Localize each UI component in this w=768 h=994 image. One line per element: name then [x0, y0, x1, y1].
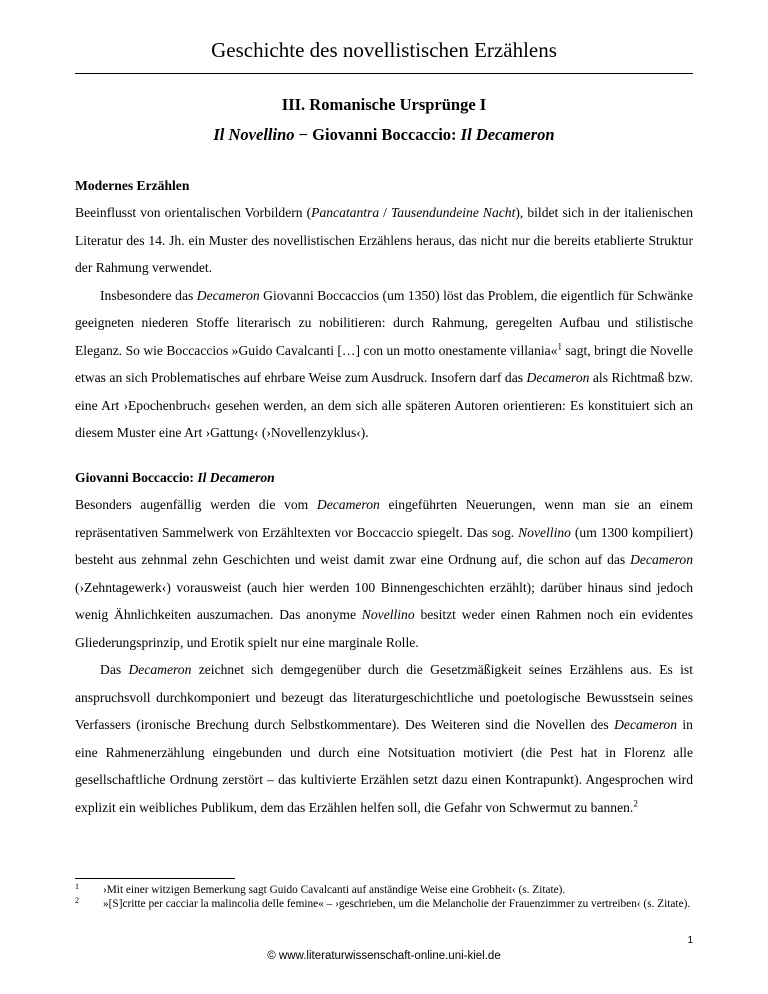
heading-italic: Il Decameron	[197, 470, 275, 485]
section-heading: Modernes Erzählen	[75, 178, 190, 193]
paragraph	[75, 282, 693, 447]
footnote-ref-1[interactable]: 1	[557, 340, 562, 351]
paragraph	[75, 491, 693, 656]
paragraph	[75, 199, 693, 282]
italic-title: Novellino	[361, 607, 415, 622]
text-run: besitzt weder einen Rahmen noch ein evidentes Gliederungsprinzip, und Erotik spielt nur eine marginale Rolle.	[75, 607, 694, 650]
text-run: /	[379, 205, 391, 220]
section-modernes-erzaehlen	[75, 173, 693, 447]
footer-copyright[interactable]: © www.literaturwissenschaft-online.uni-kiel.de	[267, 950, 501, 962]
text-run: Insbesondere das	[100, 287, 197, 303]
italic-title: Tausendundeine Nacht	[391, 205, 516, 220]
footnote	[75, 897, 693, 911]
text-run: in eine Rahmenerzählung eingebunden und durch eine Notsituation motiviert (die Pest hat in Florenz alle gesellschaftliche Ordnung zerstört – das kultivierte Erzählen setzt dazu einen Kontrapunkt). Angesprochen wird explizit ein weibliches Publikum, dem das Erzählen helfen soll, die Gefahr von Schwermut zu bannen.	[75, 717, 693, 815]
footnote-number: 1	[75, 882, 79, 891]
text-run: Beeinflusst von orientalischen Vorbildern (	[75, 205, 312, 220]
italic-title: Decameron	[196, 287, 260, 303]
text-run: Giovanni Boccaccios (um 1350) löst das Problem, die eigentlich für Schwänke geeigneten niederen Stoffe literarisch zu nobilitieren: durch Rahmung, geregelten Aufbau und stilistische Eleganz. So wie Boccaccios »Guido Cavalcanti […] con un motto onestamente villania«	[75, 287, 693, 358]
italic-title: Novellino	[518, 524, 571, 540]
section-decameron	[75, 465, 693, 821]
text-run: als Richtmaß bzw. eine Art ›Epochenbruch‹ gesehen werden, an dem sich alle späteren Autoren orientieren: Es konstituiert sich an diesem Muster eine Art ›Gattung‹ (›Novellenzyklus‹).	[75, 370, 693, 440]
footnote-text: »[S]critte per cacciar la malincolia delle femine« – ›geschrieben, um die Melancholie der Frauenzimmer zu vertreiben‹ (s. Zitate).	[103, 898, 691, 910]
section-heading	[75, 465, 693, 491]
subtitle-author: Giovanni Boccaccio:	[312, 125, 461, 144]
chapter-subtitle	[75, 125, 693, 145]
subtitle-dash: −	[294, 125, 313, 144]
footnote-ref-2[interactable]: 2	[633, 797, 638, 808]
italic-title: Decameron	[614, 717, 678, 732]
text-run: sagt, bringt die Novelle etwas an sich Problematisches auf ehrbare Weise zum Ausdruck. Insofern darf das	[75, 342, 693, 385]
heading-plain: Giovanni Boccaccio:	[75, 470, 198, 485]
italic-title: Decameron	[128, 662, 192, 677]
chapter-title: III. Romanische Ursprünge I	[281, 95, 487, 114]
italic-title: Decameron	[630, 552, 693, 567]
footnote	[75, 883, 693, 897]
text-run: Besonders augenfällig werden die vom	[75, 497, 317, 512]
footnote-divider	[75, 878, 235, 879]
text-run: ), bildet sich in der italienischen Literatur des 14. Jh. ein Muster des novellistischen Erzählens heraus, das nicht nur die bereits etablierte Struktur der Rahmung verwendet.	[75, 205, 693, 275]
running-header: Geschichte des novellistischen Erzählens	[211, 38, 557, 62]
footnotes	[75, 883, 693, 911]
text-run: eingeführten Neuerungen, wenn man sie an einem repräsentativen Sammelwerk von Erzähltexten vor Boccaccio spiegelt. Das sog.	[75, 497, 693, 540]
header-divider	[75, 73, 693, 74]
text-run: (um 1300 kompiliert) besteht aus zehnmal zehn Geschichten und weist damit zwar eine Ordnung auf, die schon auf das	[75, 524, 693, 567]
text-run: Das	[100, 662, 129, 677]
page-number: 1	[687, 935, 693, 946]
paragraph	[75, 656, 693, 821]
footnote-number: 2	[75, 896, 79, 905]
italic-title: Decameron	[526, 370, 590, 385]
subtitle-work-novellino: Il Novellino	[213, 125, 295, 144]
text-run: (›Zehntagewerk‹) vorausweist (auch hier werden 100 Binnengeschichten erzählt); darüber hinaus sind jedoch wenig Ähnlichkeiten auszumachen. Das anonyme	[75, 579, 693, 622]
text-run: zeichnet sich demgegenüber durch die Gesetzmäßigkeit seines Erzählens aus. Es ist anspruchsvoll durchkomponiert und bezeugt das literaturgeschichtliche und poetologische Bewusstsein seines Verfassers (ironische Brechung durch Selbstkommentare). Des Weiteren sind die Novellen des	[75, 662, 693, 732]
italic-title: Pancatantra	[311, 205, 380, 220]
subtitle-work-decameron: Il Decameron	[460, 125, 555, 144]
footnote-text: ›Mit einer witzigen Bemerkung sagt Guido Cavalcanti auf anständige Weise eine Grobheit‹ (s. Zitate).	[103, 884, 566, 896]
italic-title: Decameron	[316, 497, 380, 512]
